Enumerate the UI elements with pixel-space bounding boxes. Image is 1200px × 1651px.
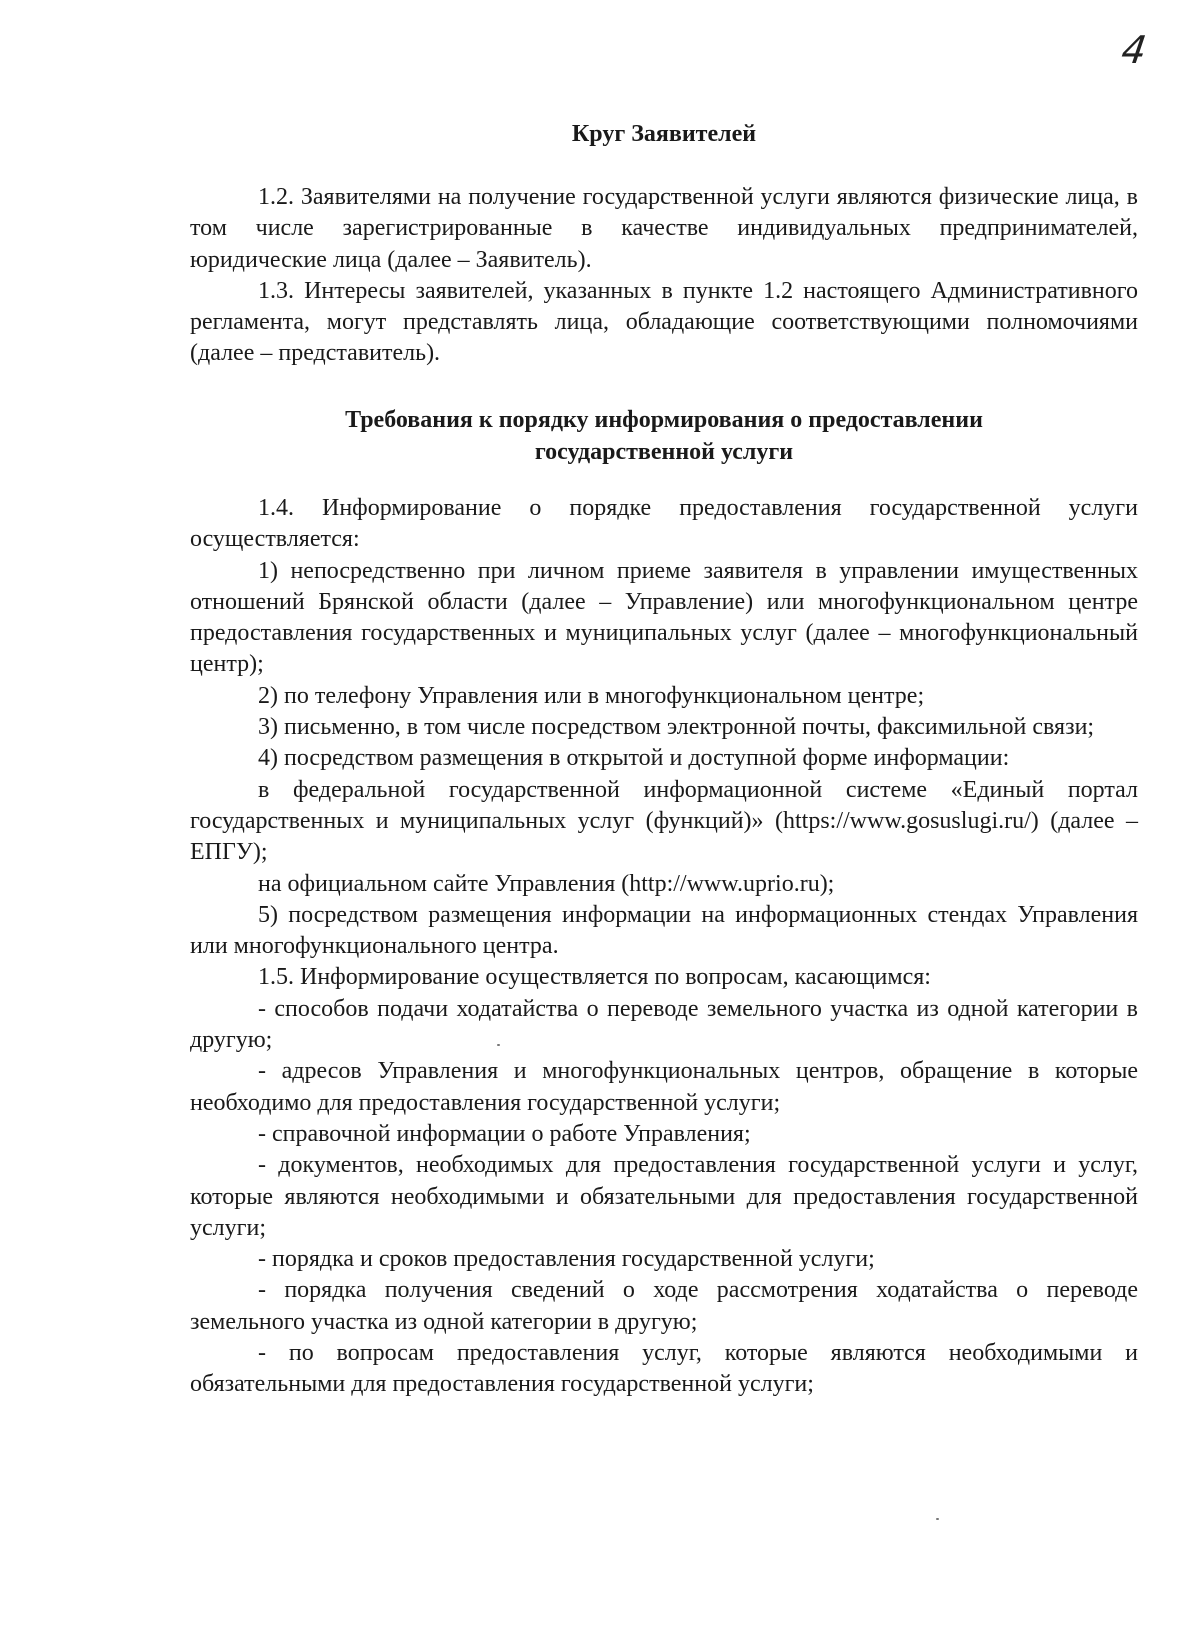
paragraph-1-4: 1.4. Информирование о порядке предоставления государственной услуги осуществляется: <box>190 495 1138 553</box>
list-item-1: 1) непосредственно при личном приеме заявителя в управлении имущественных отношений Брянской области (далее – Управление) или многофункциональном центре предоставления государственных и муниципальных услуг (далее – многофункциональный центр); <box>190 557 1138 678</box>
scan-speck <box>497 1044 500 1046</box>
section-applicants-body <box>190 182 1138 370</box>
topic-item-filing-methods: - способов подачи ходатайства о переводе земельного участка из одной категории в другую; <box>190 995 1138 1054</box>
list-item-2: 2) по телефону Управления или в многофункциональном центре; <box>258 682 925 709</box>
list-item-4-epgu: в федеральной государственной информационной системе «Единый портал государственных и муниципальных услуг (функций)» (https://www.gosuslugi.ru/) (далее – ЕПГУ); <box>190 776 1138 866</box>
topic-item-status-info: - порядка получения сведений о ходе рассмотрения ходатайства о переводе земельного участка из одной категории в другую; <box>190 1277 1138 1335</box>
topic-item-addresses: - адресов Управления и многофункциональных центров, обращение в которые необходимо для предоставления государственной услуги; <box>190 1058 1138 1116</box>
list-item-4: 4) посредством размещения в открытой и доступной форме информации: <box>258 745 1010 772</box>
topic-item-procedure-terms: - порядка и сроков предоставления государственной услуги; <box>258 1246 875 1273</box>
topic-item-required-services: - по вопросам предоставления услуг, которые являются необходимыми и обязательными для предоставления государственной услуги; <box>190 1340 1138 1398</box>
heading-line-1: Требования к порядку информирования о предоставлении <box>345 407 983 433</box>
section-heading-information-requirements <box>190 404 1138 468</box>
section-information-body <box>190 493 1138 1401</box>
paragraph-1-3: 1.3. Интересы заявителей, указанных в пункте 1.2 настоящего Административного регламента, могут представлять лица, обладающие соответствующими полномочиями (далее – представитель). <box>190 277 1138 367</box>
section-heading-applicants: Круг Заявителей <box>571 121 757 147</box>
paragraph-1-2: 1.2. Заявителями на получение государственной услуги являются физические лица, в том числе зарегистрированные в качестве индивидуальных предпринимателей, юридические лица (далее – Заявитель). <box>190 184 1138 273</box>
topic-item-reference-info: - справочной информации о работе Управления; <box>258 1120 751 1147</box>
list-item-3: 3) письменно, в том числе посредством электронной почты, факсимильной связи; <box>258 714 1095 741</box>
page-number: 4 <box>1118 28 1150 72</box>
scan-speck <box>936 1518 939 1520</box>
heading-line-2: государственной услуги <box>534 439 794 465</box>
list-item-4-website: на официальном сайте Управления (http://www.uprio.ru); <box>258 870 835 897</box>
list-item-5: 5) посредством размещения информации на информационных стендах Управления или многофункционального центра. <box>190 901 1138 960</box>
topic-item-documents: - документов, необходимых для предоставления государственной услуги и услуг, которые являются необходимыми и обязательными для предоставления государственной услуги; <box>190 1152 1138 1241</box>
paragraph-1-5: 1.5. Информирование осуществляется по вопросам, касающимся: <box>258 964 931 991</box>
